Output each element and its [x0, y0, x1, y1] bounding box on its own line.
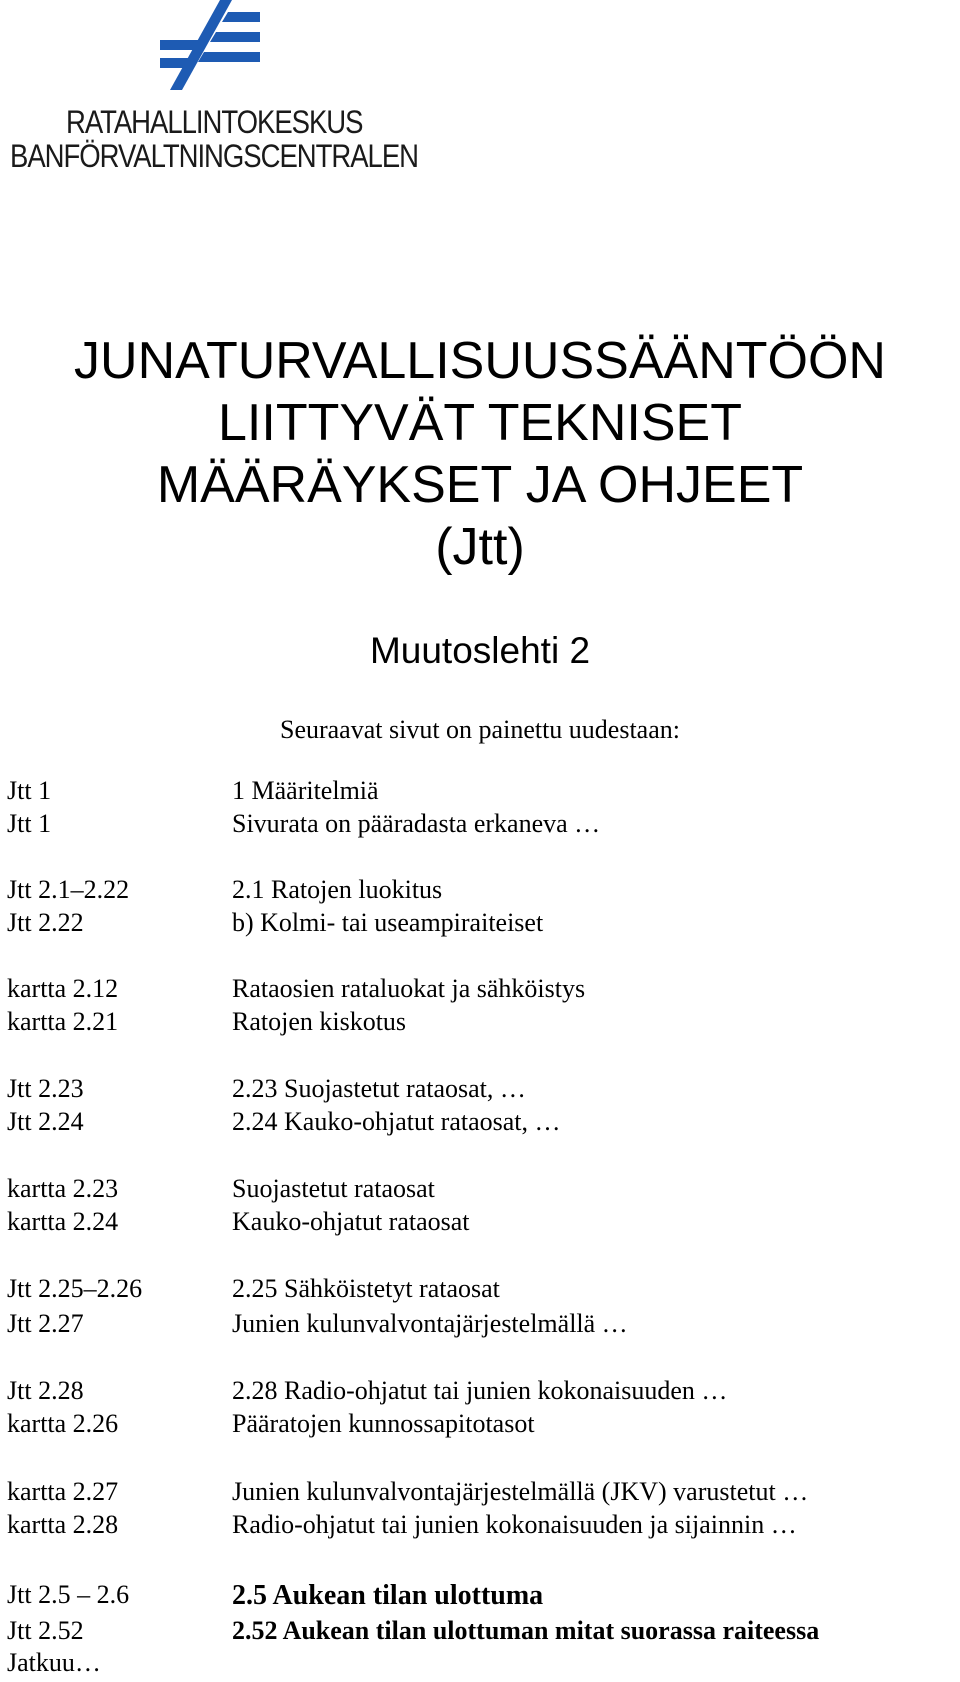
page-reference: kartta 2.12 — [7, 974, 119, 1003]
list-item — [0, 1616, 960, 1648]
organization-name-fi: RATAHALLINTOKESKUS — [66, 104, 363, 140]
list-item — [0, 875, 960, 907]
intro-text: Seuraavat sivut on painettu uudestaan: — [279, 715, 680, 744]
page-reference: kartta 2.27 — [7, 1477, 119, 1506]
page-reference: Jtt 2.28 — [7, 1376, 84, 1405]
page-reference: kartta 2.24 — [7, 1207, 119, 1236]
page-reference: Jtt 1 — [7, 776, 52, 805]
list-item — [0, 1376, 960, 1408]
page-reference: Jtt 2.5 – 2.6 — [7, 1580, 130, 1609]
page-description: Rataosien rataluokat ja sähköistys — [232, 974, 586, 1003]
page-description: 2.5 Aukean tilan ulottuma — [232, 1580, 544, 1611]
list-item — [0, 1309, 960, 1341]
list-item — [0, 1207, 960, 1239]
page-reference: Jtt 2.22 — [7, 908, 84, 937]
list-item — [0, 1580, 960, 1612]
page-reference: Jtt 1 — [7, 809, 52, 838]
list-item — [0, 776, 960, 808]
document-subtitle: Muutoslehti 2 — [369, 630, 591, 671]
list-item — [0, 1477, 960, 1509]
page-description: Ratojen kiskotus — [232, 1007, 407, 1036]
title-line-4: (Jtt) — [435, 518, 525, 576]
page-description: Kauko-ohjatut rataosat — [232, 1207, 470, 1236]
page-description: 2.28 Radio-ohjatut tai junien kokonaisuuden … — [232, 1376, 728, 1405]
page-reference: Jtt 2.27 — [7, 1309, 84, 1338]
continued-label: Jatkuu… — [7, 1648, 101, 1677]
page-description: 2.23 Suojastetut rataosat, … — [232, 1074, 526, 1103]
page-description: 2.1 Ratojen luokitus — [232, 875, 443, 904]
page-reference: kartta 2.23 — [7, 1174, 119, 1203]
list-item — [0, 1074, 960, 1106]
list-item — [0, 908, 960, 940]
page-description: 2.24 Kauko-ohjatut rataosat, … — [232, 1107, 561, 1136]
page-reference: Jtt 2.24 — [7, 1107, 84, 1136]
page-description: 2.25 Sähköistetyt rataosat — [232, 1274, 500, 1303]
list-item — [0, 1174, 960, 1206]
title-line-2: LIITTYVÄT TEKNISET — [218, 394, 742, 452]
page-reference: Jtt 2.52 — [7, 1616, 84, 1645]
page-description: 2.52 Aukean tilan ulottuman mitat suorassa raiteessa — [232, 1616, 820, 1645]
list-item — [0, 1007, 960, 1039]
page-description: Radio-ohjatut tai junien kokonaisuuden ja sijainnin … — [232, 1510, 797, 1539]
page-description: Junien kulunvalvontajärjestelmällä (JKV) varustetut … — [232, 1477, 809, 1506]
list-item — [0, 974, 960, 1006]
page-description: Pääratojen kunnossapitotasot — [232, 1409, 535, 1438]
page-reference: kartta 2.28 — [7, 1510, 119, 1539]
page-description: Suojastetut rataosat — [232, 1174, 435, 1203]
page-description: Sivurata on pääradasta erkaneva … — [232, 809, 601, 838]
list-item — [0, 1274, 960, 1306]
page-reference: Jtt 2.23 — [7, 1074, 84, 1103]
page-description: Junien kulunvalvontajärjestelmällä … — [232, 1309, 628, 1338]
page-reference: Jtt 2.25–2.26 — [7, 1274, 143, 1303]
page-description: b) Kolmi- tai useampiraiteiset — [232, 908, 544, 937]
title-line-1: JUNATURVALLISUUSSÄÄNTÖÖN — [74, 332, 886, 390]
page-reference: Jtt 2.1–2.22 — [7, 875, 130, 904]
page-description: 1 Määritelmiä — [232, 776, 379, 805]
page-reference: kartta 2.21 — [7, 1007, 119, 1036]
list-item — [0, 1107, 960, 1139]
page-reference: kartta 2.26 — [7, 1409, 119, 1438]
list-item — [0, 1510, 960, 1542]
list-item — [0, 1409, 960, 1441]
list-item — [0, 809, 960, 841]
organization-name-sv: BANFÖRVALTNINGSCENTRALEN — [10, 138, 418, 174]
title-line-3: MÄÄRÄYKSET JA OHJEET — [156, 456, 804, 514]
